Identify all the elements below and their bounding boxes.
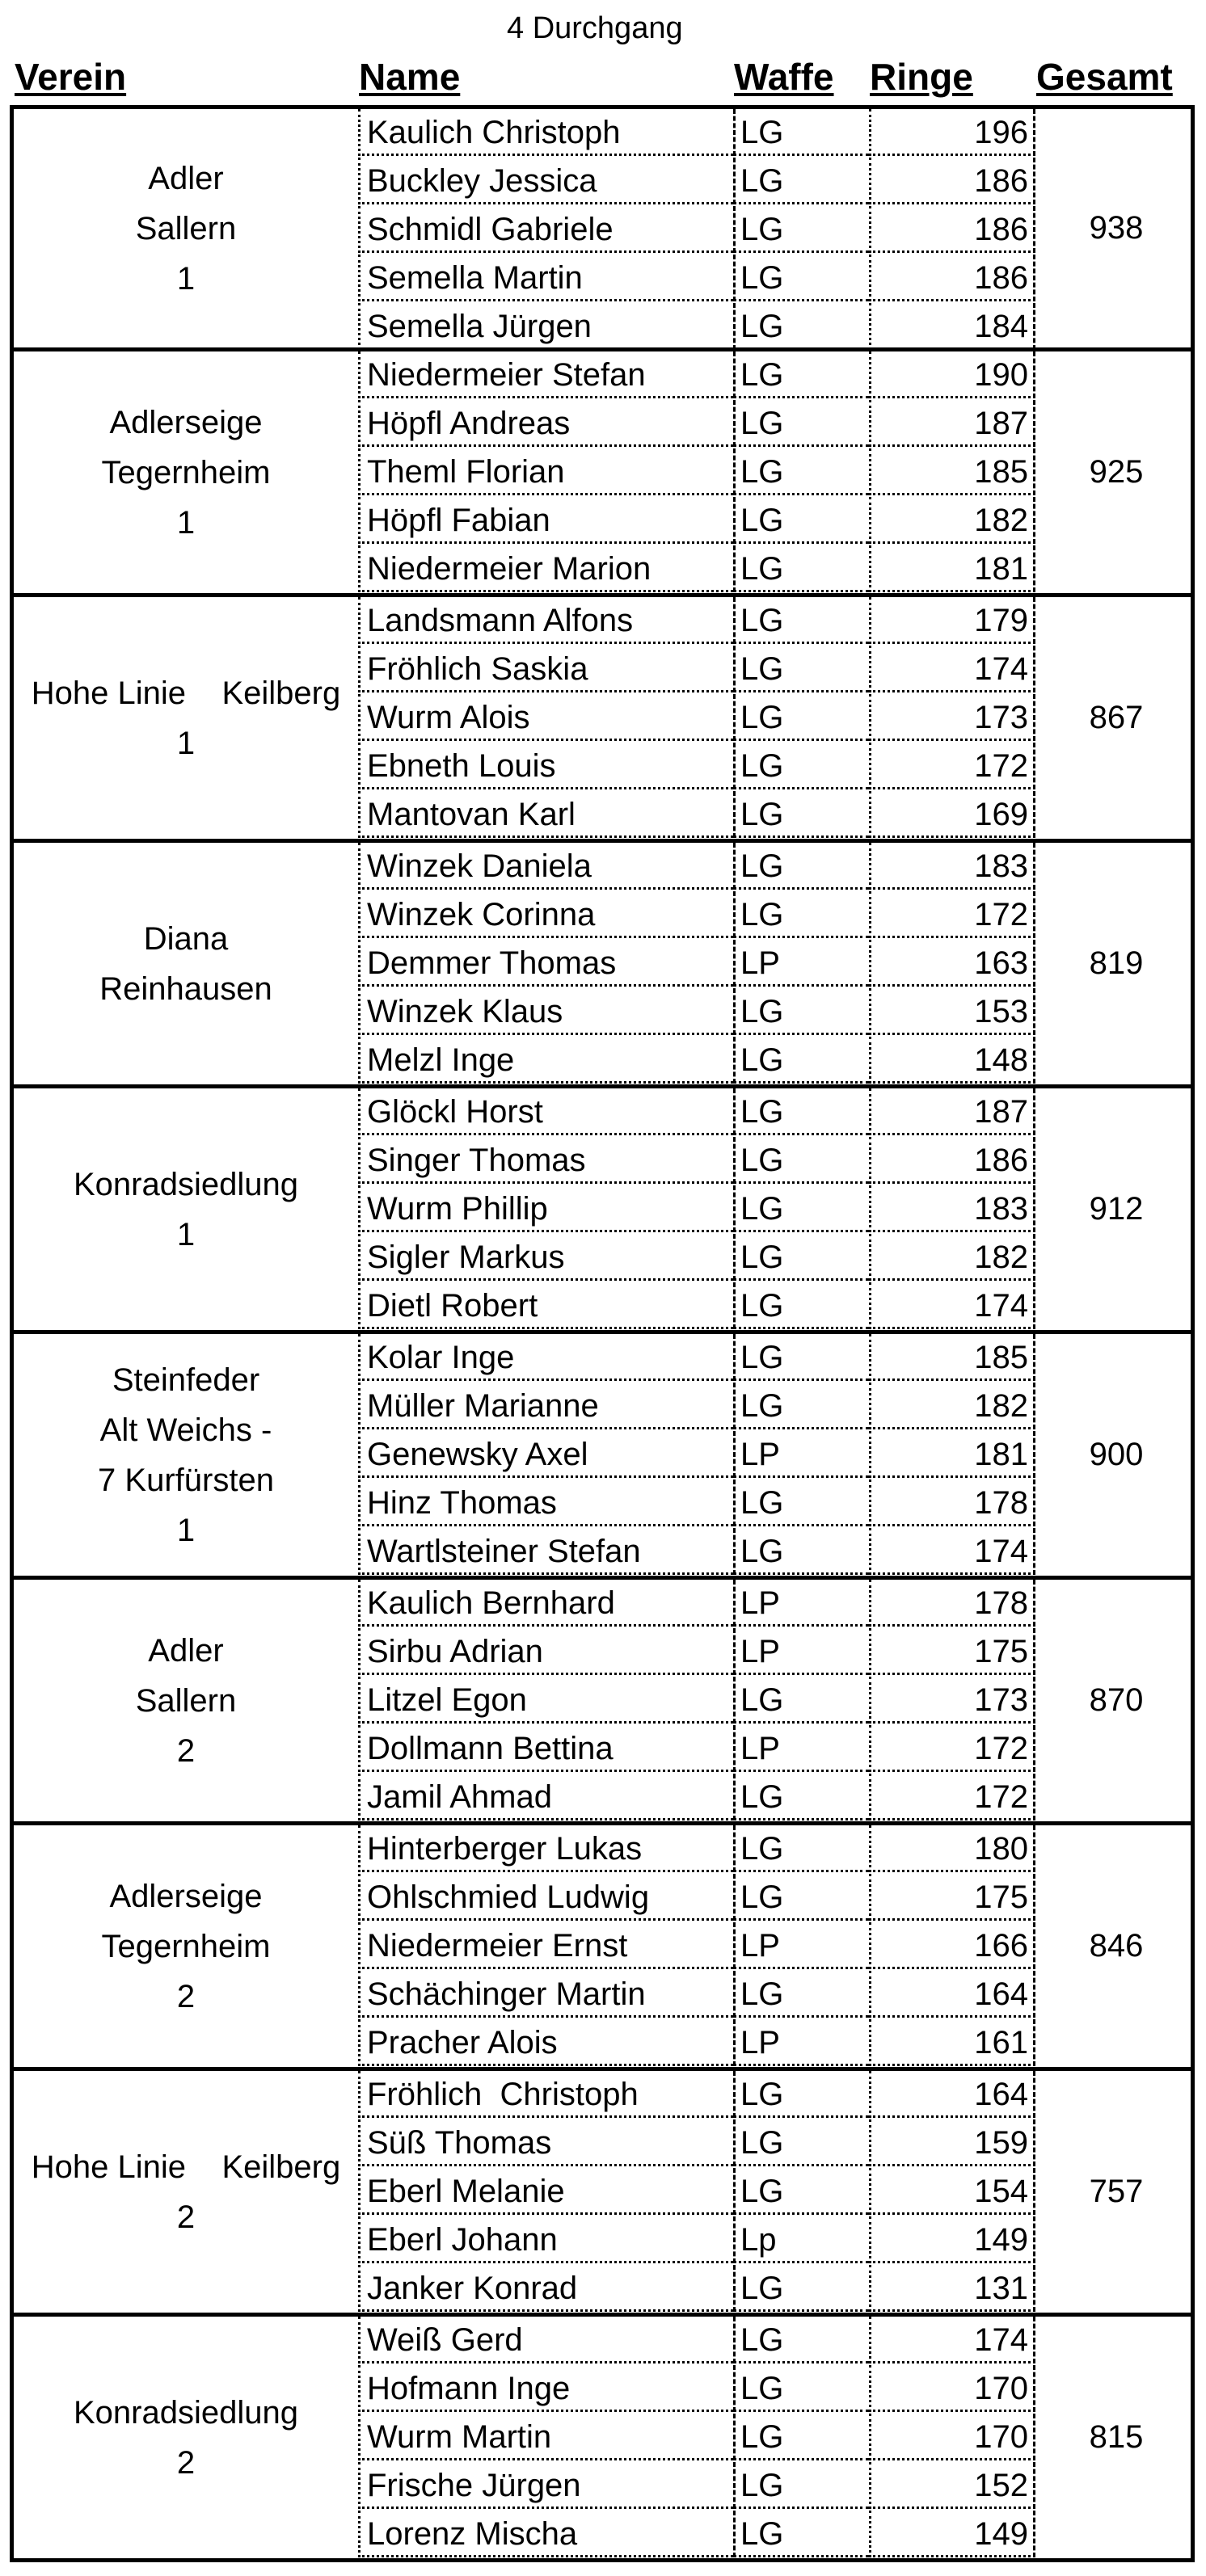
rings-cell: 164 — [869, 1971, 1035, 2018]
weapon-cell: LP — [733, 2019, 869, 2066]
verein-line: Konradsiedlung — [74, 2394, 298, 2431]
verein-line: 7 Kurfürsten — [98, 1462, 274, 1498]
weapon-cell: LG — [733, 1037, 869, 1084]
weapon-cell: LG — [733, 1137, 869, 1184]
rings-cell: 173 — [869, 694, 1035, 741]
weapon-cell: LG — [733, 2414, 869, 2460]
team-block — [10, 843, 1195, 1088]
rings-cell: 185 — [869, 1334, 1035, 1381]
weapon-cell: LG — [733, 351, 869, 398]
weapon-cell: LG — [733, 1383, 869, 1429]
rings-cell: 163 — [869, 940, 1035, 987]
weapon-cell: LG — [733, 791, 869, 838]
weapon-cell: LG — [733, 1185, 869, 1232]
team-total: 819 — [1089, 945, 1144, 981]
shooter-name: Pracher Alois — [358, 2019, 733, 2066]
verein-line: Diana — [143, 920, 229, 957]
rings-cell: 182 — [869, 1383, 1035, 1429]
weapon-cell: LG — [733, 1088, 869, 1135]
weapon-cell: LG — [733, 448, 869, 495]
shooter-name: Niedermeier Marion — [358, 545, 733, 592]
weapon-cell: Lp — [733, 2216, 869, 2263]
shooter-name: Kolar Inge — [358, 1334, 733, 1381]
rings-cell: 153 — [869, 988, 1035, 1035]
rings-cell: 182 — [869, 497, 1035, 544]
weapon-cell: LG — [733, 694, 869, 741]
rings-cell: 186 — [869, 158, 1035, 204]
rings-cell: 187 — [869, 1088, 1035, 1135]
shooter-name: Höpfl Andreas — [358, 400, 733, 447]
rings-cell: 149 — [869, 2216, 1035, 2263]
weapon-cell: LG — [733, 109, 869, 156]
shooter-name: Lorenz Mischa — [358, 2511, 733, 2557]
shooter-name: Wartlsteiner Stefan — [358, 1528, 733, 1575]
rings-cell: 196 — [869, 109, 1035, 156]
rings-cell: 178 — [869, 1580, 1035, 1627]
shooter-name: Eberl Melanie — [358, 2168, 733, 2215]
weapon-cell: LG — [733, 400, 869, 447]
team-total: 870 — [1089, 1682, 1144, 1718]
verein-line: Alt Weichs - — [99, 1412, 272, 1448]
weapon-cell: LG — [733, 206, 869, 253]
team-block — [10, 1088, 1195, 1334]
shooter-name: Kaulich Christoph — [358, 109, 733, 156]
team-verein — [14, 1334, 358, 1576]
shooter-name: Mantovan Karl — [358, 791, 733, 838]
header-name: Name — [359, 56, 461, 98]
shooter-name: Süß Thomas — [358, 2119, 733, 2166]
shooter-name: Dietl Robert — [358, 1282, 733, 1329]
shooter-name: Schächinger Martin — [358, 1971, 733, 2018]
weapon-cell: LG — [733, 2511, 869, 2557]
rings-cell: 149 — [869, 2511, 1035, 2557]
weapon-cell: LG — [733, 1234, 869, 1281]
shooter-name: Ohlschmied Ludwig — [358, 1874, 733, 1921]
shooter-name: Genewsky Axel — [358, 1431, 733, 1478]
shooter-name: Kaulich Bernhard — [358, 1580, 733, 1627]
weapon-cell: LG — [733, 497, 869, 544]
rings-cell: 179 — [869, 597, 1035, 644]
header-gesamt: Gesamt — [1036, 56, 1173, 98]
team-total: 925 — [1089, 454, 1144, 490]
weapon-cell: LG — [733, 2119, 869, 2166]
shooter-name: Demmer Thomas — [358, 940, 733, 987]
shooter-name: Melzl Inge — [358, 1037, 733, 1084]
weapon-cell: LG — [733, 2317, 869, 2363]
shooter-name: Sigler Markus — [358, 1234, 733, 1281]
team-block — [10, 2317, 1195, 2562]
team-total: 757 — [1089, 2174, 1144, 2209]
weapon-cell: LP — [733, 1628, 869, 1675]
shooter-name: Weiß Gerd — [358, 2317, 733, 2363]
shooter-name: Hofmann Inge — [358, 2365, 733, 2412]
rings-cell: 186 — [869, 1137, 1035, 1184]
weapon-cell: LG — [733, 843, 869, 890]
verein-line: 1 — [176, 725, 196, 761]
weapon-cell: LG — [733, 1480, 869, 1526]
weapon-cell: LG — [733, 891, 869, 938]
rings-cell: 183 — [869, 843, 1035, 890]
weapon-cell: LG — [733, 255, 869, 301]
team-block — [10, 109, 1195, 351]
team-verein — [14, 843, 358, 1084]
rings-cell: 169 — [869, 791, 1035, 838]
verein-line: 1 — [176, 1216, 196, 1252]
rings-cell: 164 — [869, 2071, 1035, 2118]
shooter-name: Hinterberger Lukas — [358, 1825, 733, 1872]
team-verein — [14, 109, 358, 347]
weapon-cell: LG — [733, 1825, 869, 1872]
rings-cell: 175 — [869, 1628, 1035, 1675]
weapon-cell: LG — [733, 545, 869, 592]
shooter-name: Winzek Klaus — [358, 988, 733, 1035]
weapon-cell: LG — [733, 2265, 869, 2312]
weapon-cell: LP — [733, 1725, 869, 1772]
rings-cell: 170 — [869, 2414, 1035, 2460]
rings-cell: 131 — [869, 2265, 1035, 2312]
verein-line: 2 — [176, 1732, 196, 1769]
team-block — [10, 597, 1195, 843]
weapon-cell: LG — [733, 1971, 869, 2018]
team-total: 938 — [1089, 210, 1144, 246]
rings-cell: 161 — [869, 2019, 1035, 2066]
rings-cell: 173 — [869, 1677, 1035, 1724]
verein-line: Adlerseige — [109, 1878, 263, 1914]
shooter-name: Niedermeier Ernst — [358, 1922, 733, 1969]
weapon-cell: LG — [733, 158, 869, 204]
weapon-cell: LG — [733, 743, 869, 789]
weapon-cell: LG — [733, 597, 869, 644]
weapon-cell: LG — [733, 2071, 869, 2118]
verein-line: Sallern — [135, 1682, 237, 1719]
team-verein — [14, 351, 358, 593]
weapon-cell: LG — [733, 1677, 869, 1724]
shooter-name: Semella Jürgen — [358, 303, 733, 350]
shooter-name: Winzek Corinna — [358, 891, 733, 938]
shooter-name: Ebneth Louis — [358, 743, 733, 789]
rings-cell: 152 — [869, 2462, 1035, 2509]
weapon-cell: LP — [733, 1431, 869, 1478]
rings-cell: 170 — [869, 2365, 1035, 2412]
verein-line: 1 — [176, 504, 196, 541]
verein-line: Tegernheim — [101, 454, 271, 490]
rings-cell: 181 — [869, 545, 1035, 592]
header-ringe: Ringe — [870, 56, 973, 98]
verein-line: 1 — [176, 1512, 196, 1548]
rings-cell: 166 — [869, 1922, 1035, 1969]
rings-cell: 172 — [869, 1774, 1035, 1820]
verein-line: Tegernheim — [101, 1928, 271, 1964]
team-total: 846 — [1089, 1928, 1144, 1964]
team-verein — [14, 2317, 358, 2558]
shooter-name: Dollmann Bettina — [358, 1725, 733, 1772]
weapon-cell: LG — [733, 303, 869, 350]
page-title: 4 Durchgang — [507, 11, 683, 45]
verein-line: Steinfeder — [112, 1362, 260, 1398]
rings-cell: 178 — [869, 1480, 1035, 1526]
results-table — [10, 105, 1195, 2562]
rings-cell: 186 — [869, 255, 1035, 301]
rings-cell: 154 — [869, 2168, 1035, 2215]
shooter-name: Singer Thomas — [358, 1137, 733, 1184]
team-block — [10, 1825, 1195, 2071]
weapon-cell: LP — [733, 1922, 869, 1969]
shooter-name: Landsmann Alfons — [358, 597, 733, 644]
rings-cell: 181 — [869, 1431, 1035, 1478]
verein-line: Sallern — [135, 210, 237, 246]
rings-cell: 172 — [869, 1725, 1035, 1772]
shooter-name: Höpfl Fabian — [358, 497, 733, 544]
weapon-cell: LG — [733, 1528, 869, 1575]
header-verein: Verein — [15, 56, 127, 98]
verein-line: Adler — [148, 1632, 224, 1669]
weapon-cell: LG — [733, 988, 869, 1035]
team-verein — [14, 597, 358, 839]
rings-cell: 183 — [869, 1185, 1035, 1232]
team-total: 815 — [1089, 2419, 1144, 2455]
weapon-cell: LG — [733, 646, 869, 692]
verein-line: Hohe Linie Keilberg — [31, 675, 341, 711]
shooter-name: Sirbu Adrian — [358, 1628, 733, 1675]
shooter-name: Eberl Johann — [358, 2216, 733, 2263]
shooter-name: Litzel Egon — [358, 1677, 733, 1724]
shooter-name: Schmidl Gabriele — [358, 206, 733, 253]
weapon-cell: LG — [733, 2462, 869, 2509]
verein-line: 2 — [176, 2199, 196, 2235]
header-waffe: Waffe — [734, 56, 834, 98]
verein-line: Konradsiedlung — [74, 1166, 298, 1202]
rings-cell: 190 — [869, 351, 1035, 398]
shooter-name: Buckley Jessica — [358, 158, 733, 204]
rings-cell: 148 — [869, 1037, 1035, 1084]
team-verein — [14, 1088, 358, 1330]
verein-line: 1 — [176, 260, 196, 297]
rings-cell: 180 — [869, 1825, 1035, 1872]
rings-cell: 185 — [869, 448, 1035, 495]
team-block — [10, 1580, 1195, 1825]
verein-line: 2 — [176, 1978, 196, 2014]
weapon-cell: LG — [733, 1774, 869, 1820]
shooter-name: Jamil Ahmad — [358, 1774, 733, 1820]
team-block — [10, 1334, 1195, 1580]
shooter-name: Hinz Thomas — [358, 1480, 733, 1526]
team-verein — [14, 1580, 358, 1821]
shooter-name: Wurm Phillip — [358, 1185, 733, 1232]
weapon-cell: LG — [733, 2365, 869, 2412]
team-total: 912 — [1089, 1191, 1144, 1227]
team-block — [10, 2071, 1195, 2317]
team-total: 900 — [1089, 1437, 1144, 1472]
shooter-name: Janker Konrad — [358, 2265, 733, 2312]
verein-line: Hohe Linie Keilberg — [31, 2149, 341, 2185]
weapon-cell: LP — [733, 1580, 869, 1627]
rings-cell: 174 — [869, 1528, 1035, 1575]
verein-line: Adlerseige — [109, 404, 263, 440]
team-verein — [14, 2071, 358, 2313]
weapon-cell: LP — [733, 940, 869, 987]
rings-cell: 175 — [869, 1874, 1035, 1921]
verein-line: Reinhausen — [99, 970, 272, 1007]
weapon-cell: LG — [733, 1874, 869, 1921]
team-verein — [14, 1825, 358, 2067]
shooter-name: Theml Florian — [358, 448, 733, 495]
team-block — [10, 351, 1195, 597]
verein-line: 2 — [176, 2444, 196, 2481]
shooter-name: Frische Jürgen — [358, 2462, 733, 2509]
shooter-name: Fröhlich Saskia — [358, 646, 733, 692]
weapon-cell: LG — [733, 1334, 869, 1381]
rings-cell: 187 — [869, 400, 1035, 447]
rings-cell: 174 — [869, 1282, 1035, 1329]
shooter-name: Wurm Martin — [358, 2414, 733, 2460]
rings-cell: 172 — [869, 891, 1035, 938]
shooter-name: Glöckl Horst — [358, 1088, 733, 1135]
shooter-name: Niedermeier Stefan — [358, 351, 733, 398]
rings-cell: 172 — [869, 743, 1035, 789]
rings-cell: 186 — [869, 206, 1035, 253]
team-total: 867 — [1089, 700, 1144, 735]
shooter-name: Fröhlich Christoph — [358, 2071, 733, 2118]
rings-cell: 159 — [869, 2119, 1035, 2166]
rings-cell: 182 — [869, 1234, 1035, 1281]
weapon-cell: LG — [733, 2168, 869, 2215]
rings-cell: 174 — [869, 2317, 1035, 2363]
rings-cell: 174 — [869, 646, 1035, 692]
shooter-name: Wurm Alois — [358, 694, 733, 741]
rings-cell: 184 — [869, 303, 1035, 350]
verein-line: Adler — [148, 160, 224, 196]
shooter-name: Müller Marianne — [358, 1383, 733, 1429]
shooter-name: Semella Martin — [358, 255, 733, 301]
weapon-cell: LG — [733, 1282, 869, 1329]
shooter-name: Winzek Daniela — [358, 843, 733, 890]
